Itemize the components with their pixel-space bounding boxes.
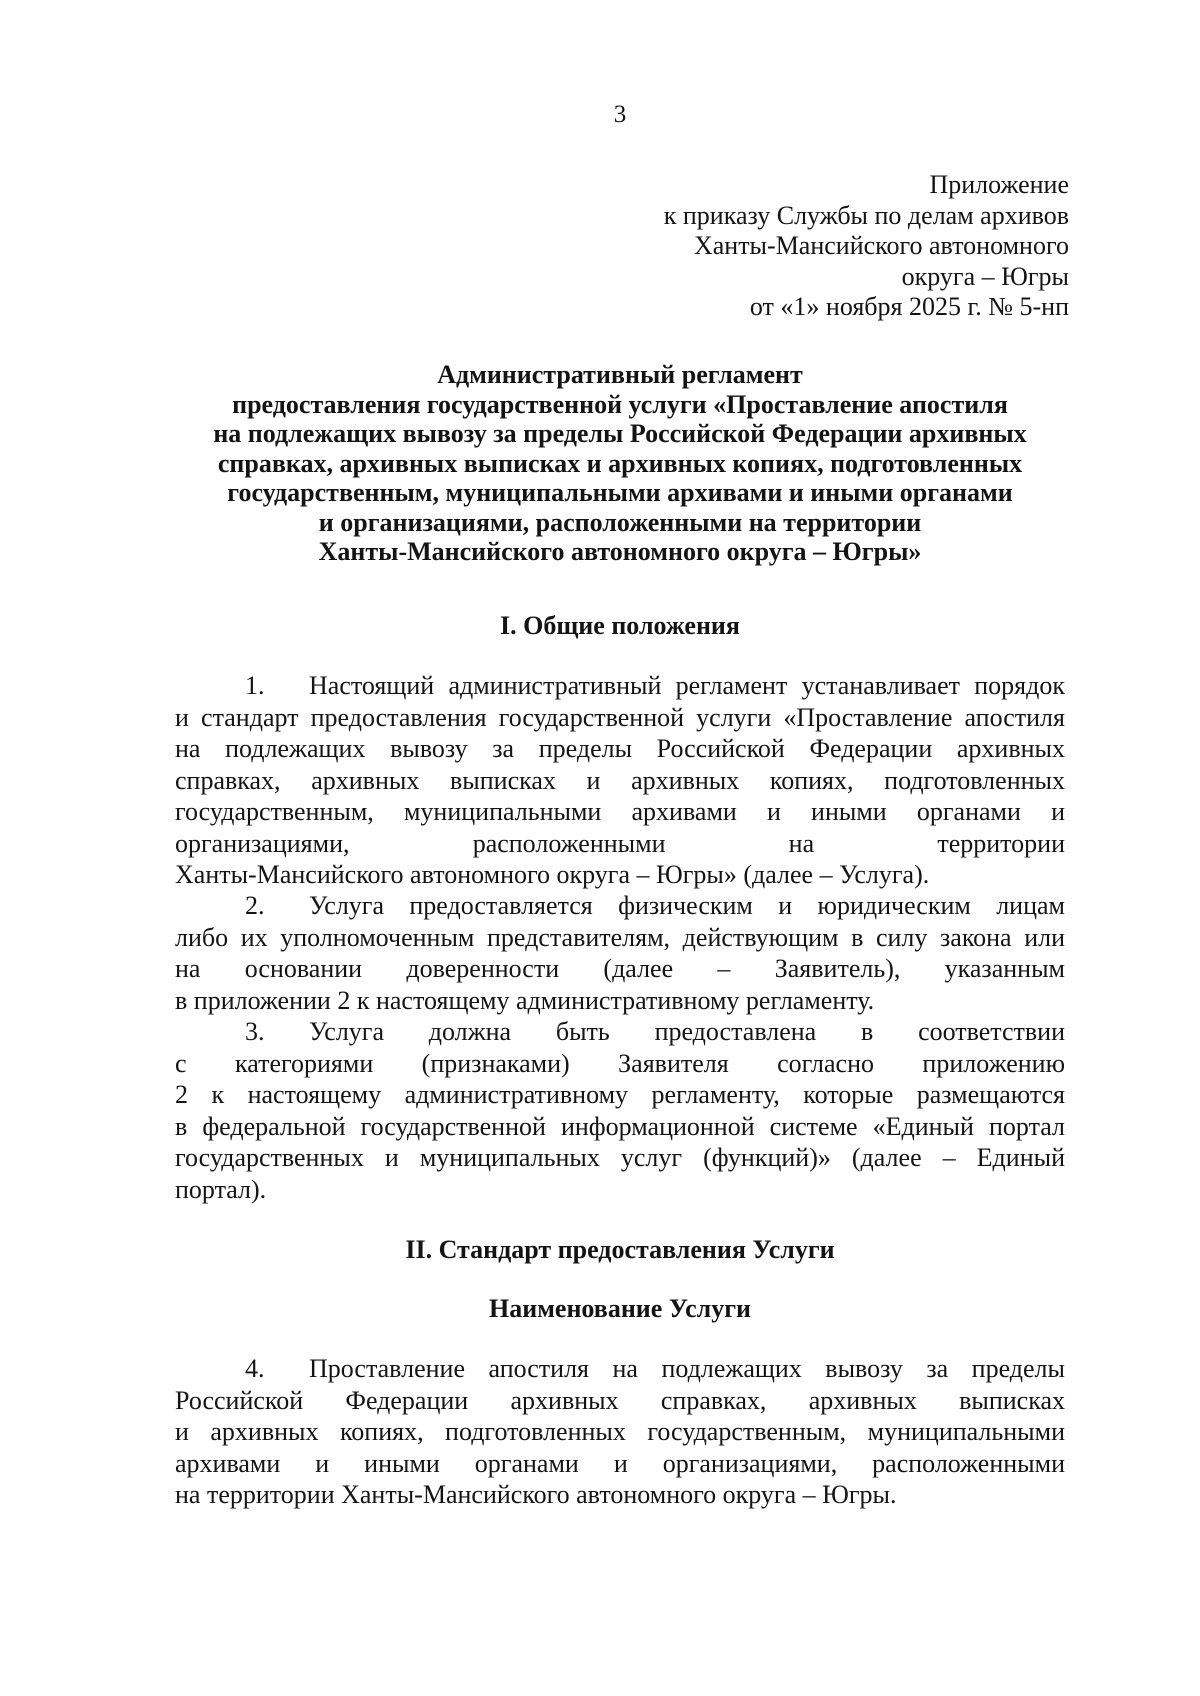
appendix-line: Ханты-Мансийского автономного xyxy=(693,231,1069,260)
title-line: государственным, муниципальными архивами и иными органами xyxy=(227,478,1013,507)
paragraph-2 xyxy=(175,890,1065,1016)
paragraph-line: портал). xyxy=(175,1174,267,1204)
document-title xyxy=(160,360,1080,567)
section-2-heading: II. Стандарт предоставления Услуги xyxy=(405,1235,835,1264)
paragraph-line: Ханты-Мансийского автономного округа – Югры» (далее – Услуга). xyxy=(175,860,930,889)
paragraph-line: Российской Федерации архивных справках, архивных выписках xyxy=(175,1385,1065,1415)
paragraph-line: справках, архивных выписках и архивных копиях, подготовленных xyxy=(175,765,1065,795)
title-line: справках, архивных выписках и архивных копиях, подготовленных xyxy=(217,448,1023,478)
subsection-heading: Наименование Услуги xyxy=(488,1294,752,1323)
title-line: Административный регламент xyxy=(437,360,803,389)
paragraph-number: 1. xyxy=(245,671,265,700)
paragraph-line: организациями, расположенными на территории xyxy=(175,828,1065,858)
appendix-line: округа – Югры xyxy=(901,261,1069,291)
paragraph-line: 4. Проставление апостиля на подлежащих вывозу за пределы xyxy=(245,1354,1065,1383)
paragraph-line: 3. Услуга должна быть предоставлена в соответствии xyxy=(245,1017,1065,1046)
paragraph-number: 3. xyxy=(245,1017,265,1046)
paragraph-number: 2. xyxy=(245,891,265,920)
appendix-line: от «1» ноября 2025 г. № 5-нп xyxy=(749,292,1069,321)
paragraph-4 xyxy=(175,1353,1065,1511)
title-line: и организациями, расположенными на территории xyxy=(318,507,922,537)
paragraph-line: государственным, муниципальными архивами и иными органами и xyxy=(175,797,1065,826)
paragraph-3 xyxy=(175,1016,1065,1205)
section-1-heading: I. Общие положения xyxy=(500,611,740,640)
paragraph-line: с категориями (признаками) Заявителя согласно приложению xyxy=(175,1048,1065,1078)
paragraph-line: архивами и иными органами и организациями, расположенными xyxy=(175,1448,1065,1478)
title-line: Ханты-Мансийского автономного округа – Югры» xyxy=(318,537,922,566)
title-line: на подлежащих вывозу за пределы Российской Федерации архивных xyxy=(213,419,1027,448)
paragraph-line: 1. Настоящий административный регламент устанавливает порядок xyxy=(245,671,1065,700)
paragraph-line: либо их уполномоченным представителям, действующим в силу закона или xyxy=(175,922,1065,952)
appendix-line: к приказу Службы по делам архивов xyxy=(663,200,1069,230)
title-line: предоставления государственной услуги «Проставление апостиля xyxy=(232,389,1008,419)
page-number: 3 xyxy=(613,101,627,128)
paragraph-line: и стандарт предоставления государственной услуги «Проставление апостиля xyxy=(175,702,1065,732)
paragraph-line: 2 к настоящему административному регламенту, которые размещаются xyxy=(175,1080,1065,1109)
paragraph-line: на территории Ханты-Мансийского автономного округа – Югры. xyxy=(175,1480,897,1509)
paragraph-number: 4. xyxy=(245,1354,265,1383)
paragraph-line: в федеральной государственной информационной системе «Единый портал xyxy=(175,1111,1065,1141)
paragraph-line: на подлежащих вывозу за пределы Российской Федерации архивных xyxy=(175,734,1065,763)
paragraph-line: 2. Услуга предоставляется физическим и юридическим лицам xyxy=(245,891,1065,920)
paragraph-line: и архивных копиях, подготовленных государственным, муниципальными xyxy=(175,1417,1065,1446)
paragraph-line: в приложении 2 к настоящему административному регламенту. xyxy=(175,985,875,1015)
paragraph-line: государственных и муниципальных услуг (функций)» (далее – Единый xyxy=(175,1143,1065,1172)
paragraph-line: на основании доверенности (далее – Заявитель), указанным xyxy=(175,954,1065,983)
appendix-block xyxy=(664,170,1069,323)
paragraph-1 xyxy=(175,670,1065,891)
appendix-line: Приложение xyxy=(929,170,1069,199)
